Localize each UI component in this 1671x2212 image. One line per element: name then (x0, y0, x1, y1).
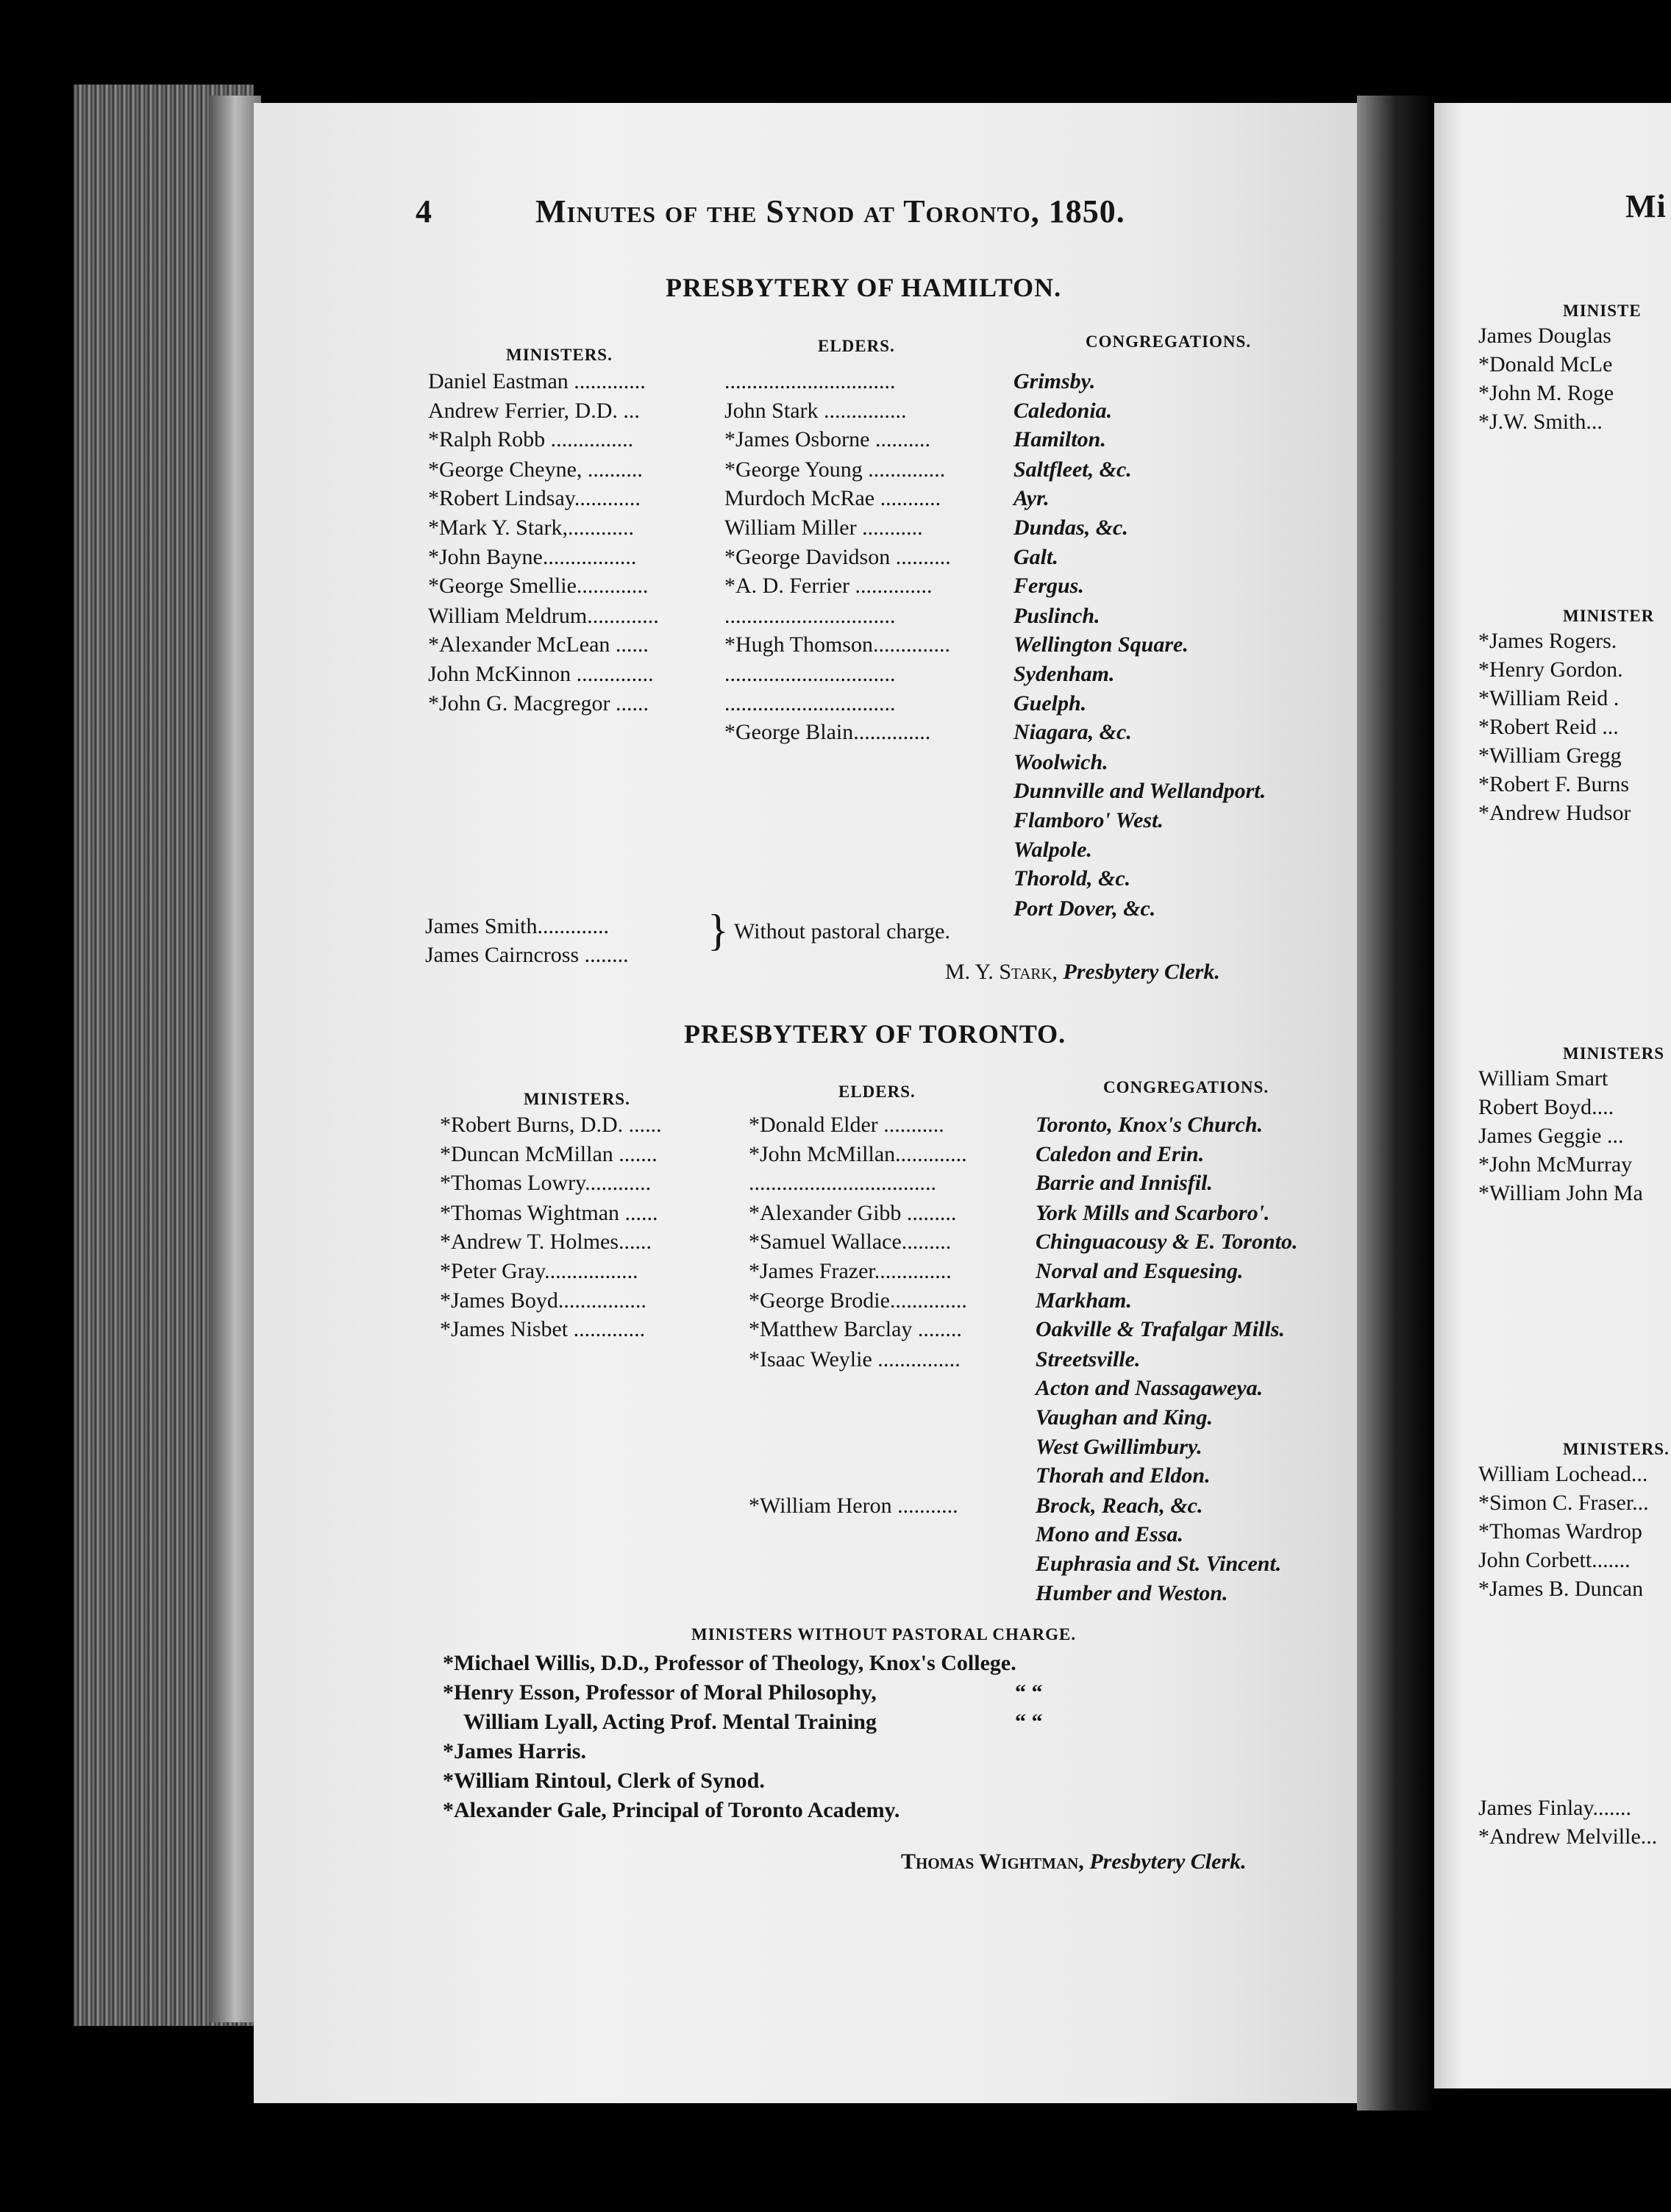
elder-cell: William Miller ........... (724, 515, 923, 540)
elder-cell: *Isaac Weylie ............... (749, 1346, 961, 1371)
congregation-cell: Galt. (1013, 545, 1058, 570)
right-list-item: *Donald McLe (1478, 352, 1613, 377)
toronto-clerk-name: Thomas Wightman, (901, 1849, 1084, 1874)
minister-cell: Andrew Ferrier, D.D. ... (428, 399, 640, 424)
book-gutter (1357, 96, 1434, 2111)
elder-cell: ............................... (724, 662, 896, 686)
running-head: Minutes of the Synod at Toronto, 1850. (535, 193, 1125, 229)
elder-cell: ............................... (724, 691, 896, 716)
without-charge-name-2: James Cairncross ........ (425, 943, 629, 967)
right-list-item: *John M. Roge (1478, 381, 1614, 405)
congregation-cell: Streetsville. (1036, 1346, 1141, 1371)
brace: } (708, 906, 729, 955)
congregation-cell: Chinguacousy & E. Toronto. (1036, 1229, 1298, 1254)
elder-cell: *John McMillan............. (749, 1142, 967, 1167)
hamilton-clerk (945, 960, 1220, 985)
minister-cell: *John G. Macgregor ...... (428, 691, 649, 716)
right-list-item: John Corbett....... (1478, 1548, 1631, 1572)
congregation-cell: Puslinch. (1013, 603, 1100, 628)
elder-cell: .................................. (749, 1171, 936, 1196)
right-list-item: James Finlay....... (1478, 1796, 1632, 1820)
minister-cell: *Thomas Lowry............ (440, 1171, 652, 1196)
toronto-elders-header: ELDERS. (838, 1082, 916, 1101)
right-list-item: *John McMurray (1478, 1152, 1633, 1177)
elder-cell: *Alexander Gibb ......... (749, 1200, 957, 1225)
elder-cell: *James Osborne .......... (724, 427, 930, 452)
congregation-cell: Caledon and Erin. (1036, 1142, 1205, 1167)
congregation-cell: Ayr. (1013, 485, 1050, 510)
congregation-cell: Mono and Essa. (1036, 1521, 1183, 1546)
without-charge-row: *Alexander Gale, Principal of Toronto Academy. (443, 1798, 900, 1822)
congregation-cell: Sydenham. (1013, 662, 1115, 686)
minister-cell: *James Nisbet ............. (440, 1317, 646, 1342)
elder-cell: *George Davidson .......... (724, 545, 951, 570)
right-list-item: Robert Boyd.... (1478, 1095, 1614, 1119)
elder-cell: *William Heron ........... (749, 1493, 958, 1518)
right-list-item: *William John Ma (1478, 1181, 1643, 1205)
minister-cell: Daniel Eastman ............. (428, 369, 646, 393)
minister-cell: *Robert Burns, D.D. ...... (440, 1113, 662, 1137)
elder-cell: *George Brodie.............. (749, 1288, 967, 1313)
congregation-cell: Vaughan and King. (1036, 1405, 1213, 1430)
right-list-item: William Lochead... (1478, 1462, 1648, 1486)
without-charge-row: *Henry Esson, Professor of Moral Philosophy, (443, 1680, 877, 1705)
ditto-mark: “ “ (1015, 1710, 1043, 1734)
congregation-cell: Euphrasia and St. Vincent. (1036, 1552, 1282, 1576)
congregation-cell: Barrie and Innisfil. (1036, 1171, 1213, 1196)
congregation-cell: Dunnville and Wellandport. (1013, 778, 1266, 803)
right-running-head: Mi (1625, 188, 1667, 224)
toronto-title: PRESBYTERY OF TORONTO. (684, 1019, 1066, 1049)
congregation-cell: Oakville & Trafalgar Mills. (1036, 1317, 1285, 1342)
without-charge-row: William Lyall, Acting Prof. Mental Training (463, 1710, 877, 1734)
hamilton-ministers-header: MINISTERS. (506, 346, 613, 364)
congregation-cell: Hamilton. (1013, 427, 1106, 452)
congregation-cell: Humber and Weston. (1036, 1581, 1228, 1606)
minister-cell: William Meldrum............. (428, 603, 659, 628)
right-list-item: *Simon C. Fraser... (1478, 1491, 1649, 1515)
elder-cell: *Hugh Thomson.............. (724, 632, 950, 657)
toronto-ministers-header: MINISTERS. (524, 1090, 630, 1108)
right-list-item: *Robert F. Burns (1478, 772, 1630, 796)
congregation-cell: Dundas, &c. (1013, 515, 1128, 540)
congregation-cell: Wellington Square. (1013, 632, 1189, 657)
elder-cell: *Matthew Barclay ........ (749, 1317, 962, 1342)
right-list-item: *James B. Duncan (1478, 1577, 1644, 1601)
congregation-cell: Caledonia. (1013, 399, 1113, 424)
minister-cell: *Robert Lindsay............ (428, 485, 641, 510)
right-list-item: *William Reid . (1478, 686, 1620, 710)
congregation-cell: Toronto, Knox's Church. (1036, 1113, 1264, 1137)
minister-cell: *Andrew T. Holmes...... (440, 1229, 652, 1254)
minister-cell: *John Bayne................. (428, 545, 637, 570)
elder-cell: *Donald Elder ........... (749, 1113, 944, 1137)
toronto-congregations-header: CONGREGATIONS. (1103, 1078, 1269, 1096)
congregation-cell: Niagara, &c. (1013, 720, 1132, 745)
elder-cell: *A. D. Ferrier .............. (724, 574, 933, 599)
right-list-item: *Robert Reid ... (1478, 715, 1619, 739)
right-section-header: MINISTER (1563, 607, 1655, 625)
right-section-header: MINISTERS. (1563, 1440, 1670, 1458)
congregation-cell: Brock, Reach, &c. (1036, 1493, 1203, 1518)
right-section-header: MINISTERS (1563, 1044, 1665, 1063)
congregation-cell: Thorah and Eldon. (1036, 1463, 1211, 1488)
elder-cell: ............................... (724, 369, 896, 393)
elder-cell: *Samuel Wallace......... (749, 1229, 952, 1254)
congregation-cell: Saltfleet, &c. (1013, 457, 1132, 482)
without-charge-row: *William Rintoul, Clerk of Synod. (443, 1769, 765, 1793)
congregation-cell: Walpole. (1013, 838, 1092, 863)
minister-cell: *George Cheyne, .......... (428, 457, 643, 482)
congregation-cell: Acton and Nassagaweya. (1036, 1375, 1264, 1400)
congregation-cell: Woolwich. (1013, 749, 1108, 774)
right-list-item: *Henry Gordon. (1478, 657, 1623, 682)
congregation-cell: Guelph. (1013, 691, 1087, 716)
minister-cell: *Alexander McLean ...... (428, 632, 649, 657)
minister-cell: *James Boyd................ (440, 1288, 646, 1313)
right-list-item: William Smart (1478, 1066, 1608, 1091)
hamilton-elders-header: ELDERS. (818, 337, 895, 355)
right-list-item: *William Gregg (1478, 743, 1622, 768)
elder-cell: *James Frazer.............. (749, 1259, 952, 1283)
elder-cell: ............................... (724, 603, 896, 628)
right-list-item: *Andrew Hudsor (1478, 801, 1631, 825)
right-section-header: MINISTE (1563, 302, 1642, 320)
right-list-item: *Thomas Wardrop (1478, 1519, 1642, 1544)
congregation-cell: York Mills and Scarboro'. (1036, 1200, 1270, 1225)
congregation-cell: Fergus. (1013, 574, 1084, 599)
hamilton-congregations-header: CONGREGATIONS. (1086, 332, 1252, 351)
congregation-cell: Flamboro' West. (1013, 808, 1164, 832)
toronto-clerk (901, 1849, 1247, 1874)
toronto-clerk-title: Presbytery Clerk. (1089, 1849, 1247, 1874)
congregation-cell: Port Dover, &c. (1013, 896, 1156, 921)
minister-cell: *Duncan McMillan ....... (440, 1142, 658, 1167)
minister-cell: *Mark Y. Stark,............ (428, 515, 634, 540)
hamilton-clerk-name: M. Y. Stark, (945, 960, 1058, 984)
congregation-cell: West Gwillimbury. (1036, 1435, 1203, 1460)
congregation-cell: Thorold, &c. (1013, 866, 1131, 891)
minister-cell: *Thomas Wightman ...... (440, 1200, 658, 1225)
without-charge-name-1: James Smith............. (425, 914, 610, 938)
right-list-item: James Douglas (1478, 324, 1611, 348)
right-list-item: James Geggie ... (1478, 1124, 1624, 1148)
right-list-item: *J.W. Smith... (1478, 410, 1603, 434)
hamilton-clerk-title: Presbytery Clerk. (1063, 960, 1220, 984)
elder-cell: *George Young .............. (724, 457, 946, 482)
minister-cell: *George Smellie............. (428, 574, 649, 599)
without-charge-title: MINISTERS WITHOUT PASTORAL CHARGE. (691, 1625, 1077, 1644)
congregation-cell: Norval and Esquesing. (1036, 1259, 1244, 1283)
ditto-mark: “ “ (1015, 1680, 1043, 1705)
elder-cell: *George Blain.............. (724, 720, 931, 745)
minister-cell: *Peter Gray................. (440, 1259, 638, 1283)
without-charge-row: *Michael Willis, D.D., Professor of Theology, Knox's College. (443, 1651, 1016, 1675)
elder-cell: Murdoch McRae ........... (724, 485, 941, 510)
without-charge-label: Without pastoral charge. (734, 919, 950, 943)
without-charge-row: *James Harris. (443, 1739, 586, 1763)
congregation-cell: Markham. (1036, 1288, 1132, 1313)
hamilton-title: PRESBYTERY OF HAMILTON. (666, 273, 1062, 302)
minister-cell: John McKinnon .............. (428, 662, 654, 686)
elder-cell: John Stark ............... (724, 399, 907, 424)
congregation-cell: Grimsby. (1013, 369, 1096, 393)
page-number: 4 (416, 193, 432, 229)
right-list-item: *Andrew Melville... (1478, 1824, 1658, 1849)
minister-cell: *Ralph Robb ............... (428, 427, 634, 452)
right-list-item: *James Rogers. (1478, 629, 1617, 653)
